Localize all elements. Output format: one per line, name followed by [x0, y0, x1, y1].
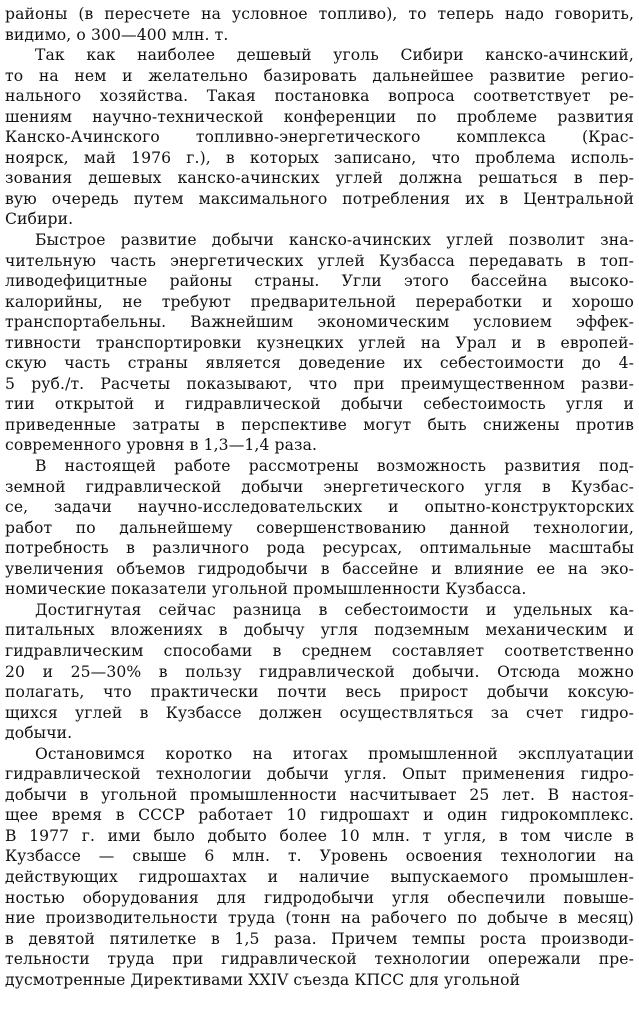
- paragraph: [5, 456, 634, 600]
- text-line: действующих гидрошахтах и наличие выпускаемого промышлен-: [5, 867, 634, 886]
- text-line: Сибири.: [5, 210, 74, 229]
- text-line: зования дешевых канско-ачинских углей должна решаться в пер-: [5, 169, 634, 188]
- paragraph: [5, 600, 634, 744]
- text-line: шениям научно-технической конференции по проблеме развития: [5, 107, 634, 126]
- text-line: ние производительности труда (тонн на рабочего по добыче в месяц): [5, 909, 634, 928]
- document-page: [5, 4, 634, 990]
- text-line: щихся углей в Кузбассе должен осуществляться за счет гидро-: [5, 703, 634, 722]
- text-line: В настоящей работе рассмотрены возможность развития под-: [35, 457, 634, 476]
- text-line: увеличения объемов гидродобычи в бассейне и влияние ее на эко-: [5, 559, 634, 578]
- text-line: Кузбассе — свыше 6 млн. т. Уровень освоения технологии на: [5, 847, 634, 866]
- text-line: Достигнутая сейчас разница в себестоимости и удельных ка-: [35, 600, 634, 619]
- text-line: Быстрое развитие добычи канско-ачинских углей позволит зна-: [35, 231, 634, 250]
- text-line: калорийны, не требуют предварительной переработки и хорошо: [5, 292, 634, 311]
- text-line: современного уровня в 1,3—1,4 раза.: [5, 436, 318, 455]
- text-line: чительную часть энергетических углей Кузбасса передавать в топ-: [5, 251, 634, 270]
- text-line: гидравлическим способами в среднем составляет соответственно: [5, 641, 634, 660]
- text-line: районы (в пересчете на условное топливо), то теперь надо говорить,: [5, 5, 634, 23]
- paragraph: [5, 744, 634, 991]
- text-line: добычи.: [5, 724, 73, 743]
- text-line: вую очередь путем максимального потребления их в Центральной: [5, 189, 634, 208]
- text-line: В 1977 г. ими было добыто более 10 млн. т угля, в том числе в: [5, 826, 634, 845]
- text-line: питальных вложениях в добычу угля подземным механическим и: [5, 621, 634, 640]
- text-line: земной гидравлической добычи энергетического угля в Кузбас-: [5, 477, 634, 496]
- text-line: 20 и 25—30% в пользу гидравлической добычи. Отсюда можно: [5, 662, 634, 681]
- text-line: Остановимся коротко на итогах промышленной эксплуатации: [35, 744, 634, 763]
- text-line: работ по дальнейшему совершенствованию данной технологии,: [5, 518, 634, 537]
- text-line: полагать, что практически почти весь прирост добычи коксую-: [5, 683, 634, 702]
- text-line: добычи в угольной промышленности насчитывает 25 лет. В настоя-: [5, 785, 634, 804]
- paragraph: [5, 230, 634, 456]
- text-line: Канско-Ачинского топливно-энергетического комплекса (Крас-: [5, 128, 634, 147]
- text-line: приведенные затраты в перспективе могут быть снижены против: [5, 415, 634, 434]
- text-line: 5 руб./т. Расчеты показывают, что при преимущественном разви-: [5, 374, 634, 393]
- text-line: то на нем и желательно базировать дальнейшее развитие регио-: [5, 66, 634, 85]
- text-line: Так как наиболее дешевый уголь Сибири канско-ачинский,: [35, 46, 634, 65]
- text-line: номические показатели угольной промышленности Кузбасса.: [5, 580, 527, 599]
- text-line: видимо, о 300—400 млн. т.: [5, 25, 229, 44]
- text-line: ностью оборудования для гидродобычи угля обеспечили повыше-: [5, 888, 634, 907]
- paragraph: [5, 4, 634, 45]
- text-line: тивности транспортировки кузнецких углей на Урал и в европей-: [5, 333, 634, 352]
- text-line: дусмотренные Директивами XXIV съезда КПСС для угольной: [5, 970, 521, 989]
- text-line: щее время в СССР работает 10 гидрошахт и один гидрокомплекс.: [5, 806, 634, 825]
- paragraph: [5, 45, 634, 230]
- text-line: ноярск, май 1976 г.), в которых записано, что проблема исполь-: [5, 148, 634, 167]
- text-line: потребность в различного рода ресурсах, оптимальные масштабы: [5, 539, 634, 558]
- text-line: гидравлической технологии добычи угля. Опыт применения гидро-: [5, 765, 634, 784]
- text-line: в девятой пятилетке в 1,5 раза. Причем темпы роста производи-: [5, 929, 634, 948]
- text-line: се, задачи научно-исследовательских и опытно-конструкторских: [5, 498, 634, 517]
- text-line: тельности труда при гидравлической технологии опережали пре-: [5, 950, 634, 969]
- text-line: ливодефицитные районы страны. Угли этого бассейна высоко-: [5, 272, 634, 291]
- text-line: транспортабельны. Важнейшим экономическим условием эффек-: [5, 313, 634, 332]
- text-line: скую часть страны является доведение их себестоимости до 4-: [5, 354, 634, 373]
- text-line: нального хозяйства. Такая постановка вопроса соответствует ре-: [5, 87, 634, 106]
- text-line: тии открытой и гидравлической добычи себестоимость угля и: [5, 395, 634, 414]
